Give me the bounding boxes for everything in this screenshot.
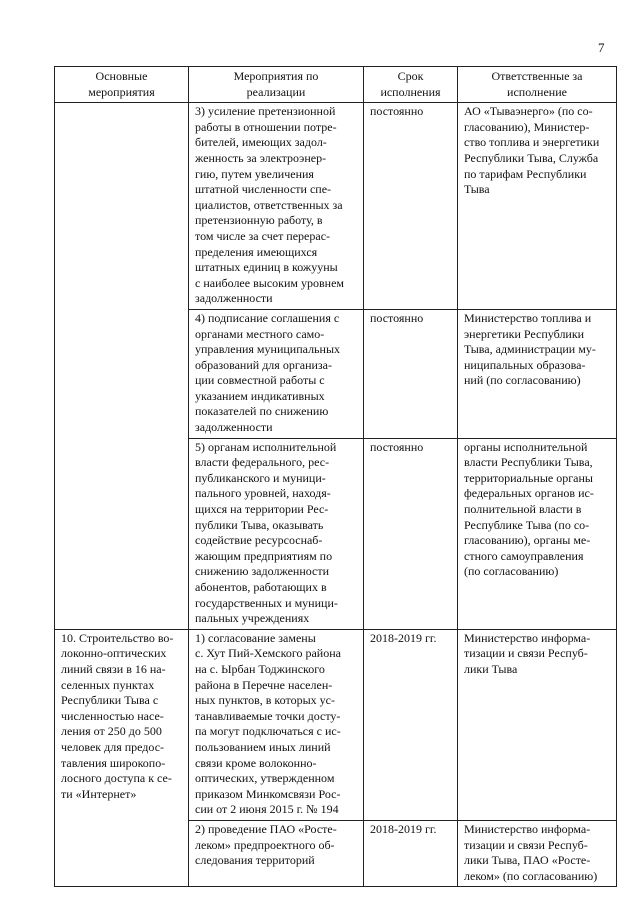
term-cell: постоянно bbox=[364, 438, 458, 629]
header-implementation-measures: Мероприятия по реализации bbox=[189, 67, 364, 103]
term-cell: 2018-2019 гг. bbox=[364, 629, 458, 820]
responsible-cell: АО «Тываэнерго» (по со- гласованию), Министер- ство топлива и энергетики Республики Тыва, Служба по тарифам Республики Тыва bbox=[458, 103, 617, 310]
term-cell: постоянно bbox=[364, 103, 458, 310]
measure-cell: 2) проведение ПАО «Росте- леком» предпроектного об- следования территорий bbox=[189, 820, 364, 886]
header-responsible: Ответственные за исполнение bbox=[458, 67, 617, 103]
responsible-cell: Министерство топлива и энергетики Республики Тыва, администрации му- ниципальных образова- ний (по согласованию) bbox=[458, 309, 617, 438]
table-header-row bbox=[55, 67, 617, 103]
table-row bbox=[55, 103, 617, 310]
header-deadline: Срок исполнения bbox=[364, 67, 458, 103]
responsible-cell: Министерство информа- тизации и связи Респуб- лики Тыва bbox=[458, 629, 617, 820]
term-cell: постоянно bbox=[364, 309, 458, 438]
term-cell: 2018-2019 гг. bbox=[364, 820, 458, 886]
measures-table bbox=[54, 66, 617, 887]
measure-cell: 1) согласование замены с. Хут Пий-Хемского района на с. Ырбан Тоджинского района в Перечне населен- ных пунктов, в которых ус- танавливаемые точки досту- па могут подключаться с ис- пользованием иных линий связи кроме волоконно- оптических, утвержденном приказом Минкомсвязи Рос- сии от 2 июня 2015 г. № 194 bbox=[189, 629, 364, 820]
measure-cell: 4) подписание соглашения с органами местного само- управления муниципальных образований для организа- ции совместной работы с указанием индикативных показателей по снижению задолженности bbox=[189, 309, 364, 438]
responsible-cell: Министерство информа- тизации и связи Респуб- лики Тыва, ПАО «Росте- леком» (по согласованию) bbox=[458, 820, 617, 886]
measure-cell: 3) усиление претензионной работы в отношении потре- бителей, имеющих задол- женность за электроэнер- гию, путем увеличения штатной численности спе- циалистов, ответственных за претензионную работу, в том числе за счет перерас- пределения имеющихся штатных единиц в кожууны с наиболее высоким уровнем задолженности bbox=[189, 103, 364, 310]
header-main-measures: Основные мероприятия bbox=[55, 67, 189, 103]
page-number: 7 bbox=[598, 40, 605, 55]
table-row bbox=[55, 629, 617, 820]
main-measure-cell-continued bbox=[55, 103, 189, 630]
main-measure-cell: 10. Строительство во- локонно-оптических линий связи в 16 на- селенных пунктах Республики Тыва с численностью насе- ления от 250 до 500 человек для предос- тавления широкопо- лосного доступа к се- ти «Интернет» bbox=[55, 629, 189, 887]
responsible-cell: органы исполнительной власти Республики Тыва, территориальные органы федеральных органов ис- полнительной власти в Республике Тыва (по со- гласованию), органы ме- стного самоуправления (по согласованию) bbox=[458, 438, 617, 629]
measure-cell: 5) органам исполнительной власти федерального, рес- публиканского и муници- пального уровней, находя- щихся на территории Рес- публики Тыва, оказывать содействие ресурсоснаб- жающим предприятиям по снижению задолженности абонентов, работающих в государственных и муници- пальных учреждениях bbox=[189, 438, 364, 629]
